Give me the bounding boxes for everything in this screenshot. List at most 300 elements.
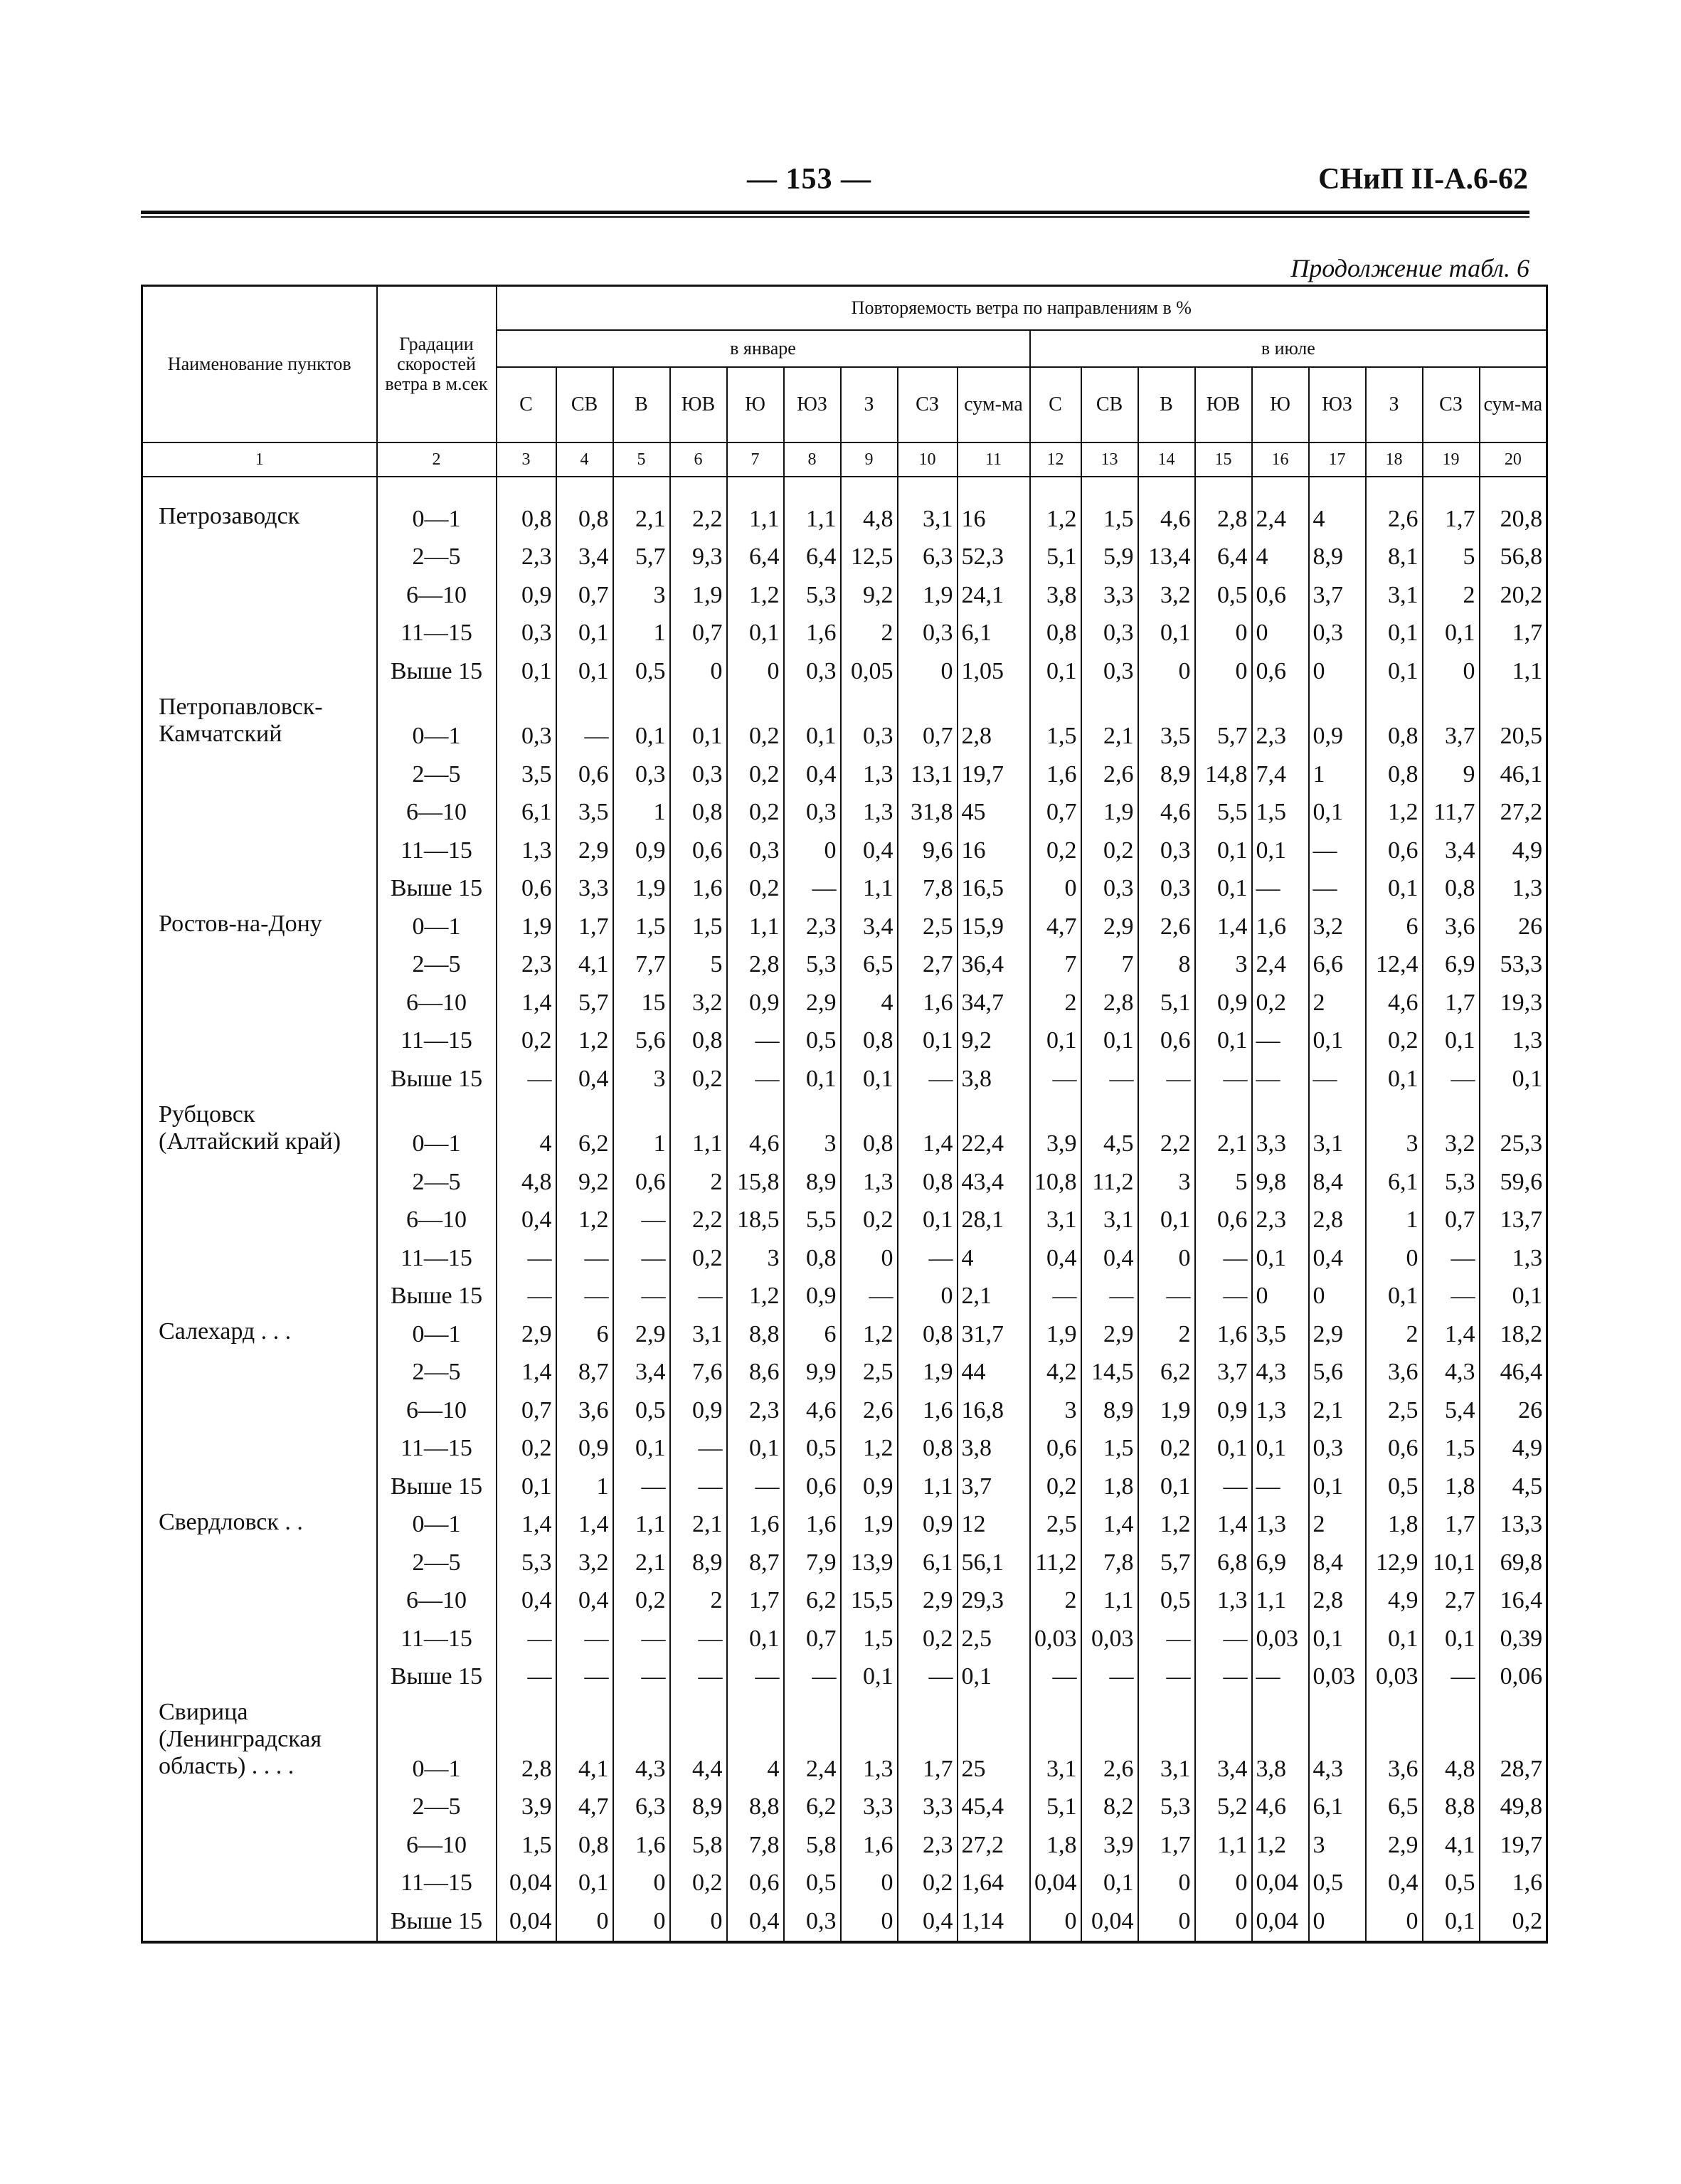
frequency-value: 4,6 (1138, 794, 1195, 832)
frequency-value: — (670, 1430, 727, 1468)
frequency-value: 8,9 (1138, 756, 1195, 794)
frequency-value: 1,2 (727, 1278, 784, 1316)
frequency-value: 1,3 (841, 1750, 898, 1788)
column-number: 20 (1480, 442, 1547, 477)
spacer-cell (1423, 1098, 1480, 1125)
frequency-value: 0 (556, 1902, 613, 1942)
spacer-cell (1366, 1098, 1423, 1125)
frequency-value: 3,2 (1423, 1125, 1480, 1164)
spacer-cell (784, 477, 841, 500)
frequency-value: 5,8 (670, 1826, 727, 1865)
frequency-value: 3 (1138, 1163, 1195, 1202)
frequency-value: 1,7 (1423, 984, 1480, 1022)
spacer-cell (1480, 1098, 1547, 1125)
frequency-value: 11,7 (1423, 794, 1480, 832)
spacer-cell (841, 1696, 898, 1723)
frequency-value: — (727, 1468, 784, 1506)
frequency-value: 3,9 (1081, 1826, 1138, 1865)
station-name: Петропавловск-Камчатский (142, 691, 377, 908)
frequency-value: 3,3 (556, 870, 613, 908)
frequency-value: 0,6 (497, 870, 556, 908)
frequency-value: 4,3 (1423, 1354, 1480, 1392)
frequency-value: 2,9 (898, 1582, 958, 1621)
frequency-value: — (1423, 1658, 1480, 1697)
frequency-value: — (556, 1620, 613, 1658)
frequency-value: 0,5 (613, 1391, 670, 1430)
frequency-value: 46,4 (1480, 1354, 1547, 1392)
table-row (142, 1696, 1547, 1723)
frequency-value: 0,6 (613, 1163, 670, 1202)
frequency-value: 8,2 (1081, 1788, 1138, 1827)
frequency-value: 0,4 (727, 1902, 784, 1942)
speed-grade: 2—5 (377, 756, 497, 794)
frequency-value: 8,8 (727, 1788, 784, 1827)
frequency-value: 0,8 (670, 794, 727, 832)
frequency-value: 2,8 (1309, 1582, 1366, 1621)
column-number: 15 (1195, 442, 1252, 477)
spacer-cell (1081, 691, 1138, 718)
station-name: Рубцовск (Алтайский край) (142, 1098, 377, 1316)
frequency-value: 0,1 (841, 1060, 898, 1098)
frequency-value: 6,4 (727, 539, 784, 577)
frequency-value: 4,5 (1081, 1125, 1138, 1164)
frequency-value: 4,1 (1423, 1826, 1480, 1865)
speed-grade: 11—15 (377, 1865, 497, 1903)
frequency-value: — (1252, 870, 1309, 908)
frequency-value: 0,1 (1366, 1620, 1423, 1658)
wind-frequency-table (141, 285, 1543, 1944)
frequency-value: 0,04 (497, 1902, 556, 1942)
frequency-value: 3,6 (556, 1391, 613, 1430)
frequency-value: 2,6 (1138, 908, 1195, 946)
frequency-value: 6,2 (556, 1125, 613, 1164)
header-station-name: Наименование пунктов (142, 286, 377, 443)
frequency-value: 7,9 (784, 1544, 841, 1582)
frequency-value: 8,4 (1309, 1163, 1366, 1202)
frequency-value: 1,6 (1030, 756, 1081, 794)
frequency-value: 2,8 (1081, 984, 1138, 1022)
frequency-value: 0,1 (1423, 1620, 1480, 1658)
frequency-value: 1,4 (898, 1125, 958, 1164)
spacer-cell (497, 1723, 556, 1750)
frequency-value: 2,5 (958, 1620, 1030, 1658)
frequency-value: 0,6 (1195, 1202, 1252, 1240)
frequency-value: 1,6 (613, 1826, 670, 1865)
spacer-cell (1030, 1696, 1081, 1723)
frequency-value: 4,8 (841, 500, 898, 539)
frequency-value: 2,8 (1195, 500, 1252, 539)
frequency-value: — (841, 1278, 898, 1316)
frequency-value: 8,8 (1423, 1788, 1480, 1827)
frequency-value: — (1423, 1060, 1480, 1098)
speed-grade: Выше 15 (377, 652, 497, 691)
frequency-value: 0,4 (898, 1902, 958, 1942)
frequency-value: 1,3 (841, 794, 898, 832)
table-row (142, 1315, 1547, 1354)
frequency-value: 0,6 (556, 756, 613, 794)
spacer-cell (958, 477, 1030, 500)
spacer-cell (958, 1696, 1030, 1723)
frequency-value: 9,9 (784, 1354, 841, 1392)
frequency-value: 0,1 (784, 1060, 841, 1098)
header-direction: СВ (556, 367, 613, 442)
header-direction: В (1138, 367, 1195, 442)
frequency-value: 0 (1138, 652, 1195, 691)
speed-grade: 11—15 (377, 1022, 497, 1061)
spacer-cell (1366, 477, 1423, 500)
frequency-value: 6,3 (613, 1788, 670, 1827)
frequency-value: 1,5 (613, 908, 670, 946)
frequency-value: 27,2 (1480, 794, 1547, 832)
frequency-value: — (1423, 1239, 1480, 1278)
frequency-value: 2 (841, 615, 898, 653)
frequency-value: 0,04 (1030, 1865, 1081, 1903)
frequency-value: 0 (1030, 1902, 1081, 1942)
frequency-value: 1 (1309, 756, 1366, 794)
spacer-cell (1480, 477, 1547, 500)
frequency-value: 1,6 (898, 984, 958, 1022)
frequency-value: 0,3 (898, 615, 958, 653)
frequency-value: 2 (1423, 576, 1480, 615)
frequency-value: 0,6 (1252, 576, 1309, 615)
frequency-value: 1,5 (1081, 500, 1138, 539)
frequency-value: — (727, 1060, 784, 1098)
frequency-value: — (727, 1658, 784, 1697)
frequency-value: 7,6 (670, 1354, 727, 1392)
frequency-value: 5,7 (556, 984, 613, 1022)
frequency-value: 0 (898, 652, 958, 691)
frequency-value: 2,1 (1195, 1125, 1252, 1164)
frequency-value: — (670, 1278, 727, 1316)
spacer-cell (1030, 691, 1081, 718)
frequency-value: 8,9 (1309, 539, 1366, 577)
frequency-value: 8,7 (556, 1354, 613, 1392)
spacer-cell (377, 1696, 497, 1723)
frequency-value: 1,1 (841, 870, 898, 908)
spacer-cell (142, 477, 377, 500)
frequency-value: 0,1 (1423, 1022, 1480, 1061)
frequency-value: 1,1 (1252, 1582, 1309, 1621)
frequency-value: 12,5 (841, 539, 898, 577)
frequency-value: 1,9 (841, 1506, 898, 1544)
frequency-value: 2,5 (841, 1354, 898, 1392)
frequency-value: 0,7 (784, 1620, 841, 1658)
frequency-value: 0,3 (784, 1902, 841, 1942)
frequency-value: 4,8 (1423, 1750, 1480, 1788)
frequency-value: 1,7 (1423, 1506, 1480, 1544)
frequency-value: 0,3 (497, 615, 556, 653)
frequency-value: 0,3 (784, 794, 841, 832)
frequency-value: 3,4 (841, 908, 898, 946)
spacer-cell (613, 477, 670, 500)
header-direction: СВ (1081, 367, 1138, 442)
frequency-value: 0,7 (1030, 794, 1081, 832)
frequency-value: 6,6 (1309, 946, 1366, 985)
frequency-value: 3 (784, 1125, 841, 1164)
speed-grade: Выше 15 (377, 1060, 497, 1098)
frequency-value: 1,1 (727, 908, 784, 946)
frequency-value: 3,4 (1423, 832, 1480, 870)
frequency-value: 0,4 (556, 1060, 613, 1098)
frequency-value: 0,8 (898, 1315, 958, 1354)
frequency-value: 1,4 (1423, 1315, 1480, 1354)
frequency-value: 1,2 (841, 1315, 898, 1354)
frequency-value: 4 (497, 1125, 556, 1164)
spacer-cell (784, 1723, 841, 1750)
frequency-value: 1,3 (497, 832, 556, 870)
frequency-value: 0,9 (497, 576, 556, 615)
frequency-value: 1,6 (727, 1506, 784, 1544)
frequency-value: 0,4 (1081, 1239, 1138, 1278)
frequency-value: 0,1 (727, 615, 784, 653)
frequency-value: — (898, 1239, 958, 1278)
frequency-value: 3,2 (556, 1544, 613, 1582)
frequency-value: 8,4 (1309, 1544, 1366, 1582)
frequency-value: 4,9 (1480, 832, 1547, 870)
frequency-value: 8,8 (727, 1315, 784, 1354)
frequency-value: 0,9 (1309, 718, 1366, 756)
frequency-value: 0 (841, 1902, 898, 1942)
frequency-value: 0,3 (1309, 1430, 1366, 1468)
frequency-value: 0,8 (1030, 615, 1081, 653)
frequency-value: 0,9 (556, 1430, 613, 1468)
frequency-value: 1,7 (727, 1582, 784, 1621)
frequency-value: 0,7 (670, 615, 727, 653)
frequency-value: 1 (613, 1125, 670, 1164)
frequency-value: 1,2 (556, 1022, 613, 1061)
frequency-value: 0,1 (1366, 1060, 1423, 1098)
spacer-cell (1138, 1098, 1195, 1125)
frequency-value: 0,6 (1366, 1430, 1423, 1468)
frequency-value: 0,03 (1081, 1620, 1138, 1658)
table-row (142, 500, 1547, 539)
spacer-cell (1195, 691, 1252, 718)
frequency-value: — (556, 1239, 613, 1278)
speed-grade: 6—10 (377, 1582, 497, 1621)
frequency-value: — (1138, 1658, 1195, 1697)
frequency-value: 0,1 (1195, 1430, 1252, 1468)
frequency-value: 1,2 (841, 1430, 898, 1468)
frequency-value: 3,9 (497, 1788, 556, 1827)
spacer-cell (1480, 1723, 1547, 1750)
frequency-value: 0,2 (497, 1022, 556, 1061)
frequency-value: 18,2 (1480, 1315, 1547, 1354)
spacer-cell (497, 1696, 556, 1723)
frequency-value: 15 (613, 984, 670, 1022)
spacer-cell (670, 477, 727, 500)
frequency-value: 1,6 (1480, 1865, 1547, 1903)
frequency-value: 27,2 (958, 1826, 1030, 1865)
frequency-value: 0,04 (1252, 1865, 1309, 1903)
frequency-value: 0 (1030, 870, 1081, 908)
table-row (142, 1506, 1547, 1544)
frequency-value: 1,6 (784, 615, 841, 653)
frequency-value: 5,5 (1195, 794, 1252, 832)
spacer-cell (841, 691, 898, 718)
frequency-value: 31,8 (898, 794, 958, 832)
frequency-value: 1,05 (958, 652, 1030, 691)
frequency-value: 2,7 (898, 946, 958, 985)
frequency-value: 0,6 (727, 1865, 784, 1903)
frequency-value: 8,1 (1366, 539, 1423, 577)
frequency-value: — (1195, 1658, 1252, 1697)
speed-grade: Выше 15 (377, 870, 497, 908)
frequency-value: 3 (727, 1239, 784, 1278)
frequency-value: 1 (1366, 1202, 1423, 1240)
frequency-value: 2,6 (1081, 756, 1138, 794)
frequency-value: 2,9 (1081, 908, 1138, 946)
frequency-value: 0,1 (1252, 832, 1309, 870)
frequency-value: 2,9 (784, 984, 841, 1022)
spacer-cell (377, 691, 497, 718)
frequency-value: 0,3 (784, 652, 841, 691)
frequency-value: 0,04 (1252, 1902, 1309, 1942)
frequency-value: 0,6 (1252, 652, 1309, 691)
frequency-value: 1,1 (898, 1468, 958, 1506)
frequency-value: 0,1 (1138, 615, 1195, 653)
frequency-value: 0,4 (1309, 1239, 1366, 1278)
frequency-value: — (1030, 1658, 1081, 1697)
frequency-value: 2,8 (1309, 1202, 1366, 1240)
frequency-value: 1,5 (670, 908, 727, 946)
spacer-cell (1138, 691, 1195, 718)
spacer-cell (670, 691, 727, 718)
column-number: 17 (1309, 442, 1366, 477)
frequency-value: 6 (1366, 908, 1423, 946)
spacer-cell (898, 1098, 958, 1125)
spacer-cell (898, 1696, 958, 1723)
frequency-value: 16 (958, 832, 1030, 870)
header-direction: СЗ (898, 367, 958, 442)
frequency-value: 6 (784, 1315, 841, 1354)
frequency-value: — (1081, 1658, 1138, 1697)
frequency-value: 0,1 (1480, 1060, 1547, 1098)
frequency-value: 49,8 (1480, 1788, 1547, 1827)
speed-grade: Выше 15 (377, 1468, 497, 1506)
speed-grade: 0—1 (377, 718, 497, 756)
frequency-value: 1,6 (784, 1506, 841, 1544)
frequency-value: 5,3 (784, 946, 841, 985)
frequency-value: 4,3 (1252, 1354, 1309, 1392)
frequency-value: 6,1 (497, 794, 556, 832)
frequency-value: — (497, 1239, 556, 1278)
frequency-value: 3,8 (1252, 1750, 1309, 1788)
frequency-value: 4,7 (1030, 908, 1081, 946)
frequency-value: 3,1 (670, 1315, 727, 1354)
frequency-value: 15,8 (727, 1163, 784, 1202)
frequency-value: 53,3 (1480, 946, 1547, 985)
frequency-value: 0 (1252, 1278, 1309, 1316)
speed-grade: 11—15 (377, 1430, 497, 1468)
spacer-cell (670, 1696, 727, 1723)
frequency-value: 25,3 (1480, 1125, 1547, 1164)
frequency-value: 0 (1195, 652, 1252, 691)
frequency-value: 0,5 (1138, 1582, 1195, 1621)
speed-grade: 0—1 (377, 1506, 497, 1544)
frequency-value: 4,3 (613, 1750, 670, 1788)
spacer-cell (1030, 1098, 1081, 1125)
station-name: Свердловск . . (142, 1506, 377, 1697)
frequency-value: 1,1 (1081, 1582, 1138, 1621)
frequency-value: 0,1 (1195, 832, 1252, 870)
frequency-value: 0,9 (898, 1506, 958, 1544)
frequency-value: 0,1 (1309, 1620, 1366, 1658)
spacer-cell (898, 1723, 958, 1750)
frequency-value: 2,9 (1309, 1315, 1366, 1354)
frequency-value: 4,6 (1138, 500, 1195, 539)
spacer-cell (613, 1696, 670, 1723)
frequency-value: 8,9 (1081, 1391, 1138, 1430)
frequency-value: 0,2 (1366, 1022, 1423, 1061)
frequency-value: 0,4 (497, 1582, 556, 1621)
frequency-value: 0,03 (1366, 1658, 1423, 1697)
spacer-cell (1138, 1723, 1195, 1750)
frequency-value: 0,2 (1030, 832, 1081, 870)
frequency-value: — (1309, 1060, 1366, 1098)
frequency-value: 45,4 (958, 1788, 1030, 1827)
header-wind-frequency: Повторяемость ветра по направлениям в % (497, 286, 1547, 331)
frequency-value: 0,1 (1309, 1022, 1366, 1061)
frequency-value: — (1252, 1060, 1309, 1098)
header-direction: Ю (1252, 367, 1309, 442)
frequency-value: 1,2 (1138, 1506, 1195, 1544)
frequency-value: 6,4 (784, 539, 841, 577)
spacer-cell (377, 477, 497, 500)
frequency-value: 0,1 (1195, 870, 1252, 908)
frequency-value: 14,8 (1195, 756, 1252, 794)
frequency-value: 1,5 (1252, 794, 1309, 832)
frequency-value: 0,9 (784, 1278, 841, 1316)
frequency-value: 0 (727, 652, 784, 691)
frequency-value: 0,1 (1309, 1468, 1366, 1506)
frequency-value: 2,1 (1081, 718, 1138, 756)
frequency-value: — (670, 1620, 727, 1658)
column-number: 5 (613, 442, 670, 477)
frequency-value: 0,4 (1030, 1239, 1081, 1278)
frequency-value: 2,4 (1252, 500, 1309, 539)
frequency-value: 1,7 (898, 1750, 958, 1788)
spacer-cell (727, 1098, 784, 1125)
spacer-cell (727, 1723, 784, 1750)
spacer-cell (1423, 477, 1480, 500)
frequency-value: 0,7 (1423, 1202, 1480, 1240)
frequency-value: 1,4 (497, 1506, 556, 1544)
frequency-value: 1,4 (497, 1354, 556, 1392)
frequency-value: 1,4 (1195, 908, 1252, 946)
spacer-cell (784, 1696, 841, 1723)
frequency-value: 0,6 (670, 832, 727, 870)
frequency-value: 4,6 (784, 1391, 841, 1430)
frequency-value: 0,1 (497, 652, 556, 691)
frequency-value: 2,9 (1081, 1315, 1138, 1354)
frequency-value: 10,8 (1030, 1163, 1081, 1202)
frequency-value: 3,3 (1081, 576, 1138, 615)
header-direction: ЮВ (670, 367, 727, 442)
frequency-value: 1,3 (1195, 1582, 1252, 1621)
frequency-value: 3,6 (1366, 1354, 1423, 1392)
frequency-value: 1,4 (1195, 1506, 1252, 1544)
frequency-value: 1,3 (841, 756, 898, 794)
speed-grade: Выше 15 (377, 1278, 497, 1316)
frequency-value: 0,1 (1423, 1902, 1480, 1942)
frequency-value: 36,4 (958, 946, 1030, 985)
frequency-value: 4,4 (670, 1750, 727, 1788)
frequency-value: 0,2 (1138, 1430, 1195, 1468)
spacer-cell (556, 691, 613, 718)
frequency-value: 0,1 (1309, 794, 1366, 832)
frequency-value: 43,4 (958, 1163, 1030, 1202)
frequency-value: 11,2 (1030, 1544, 1081, 1582)
